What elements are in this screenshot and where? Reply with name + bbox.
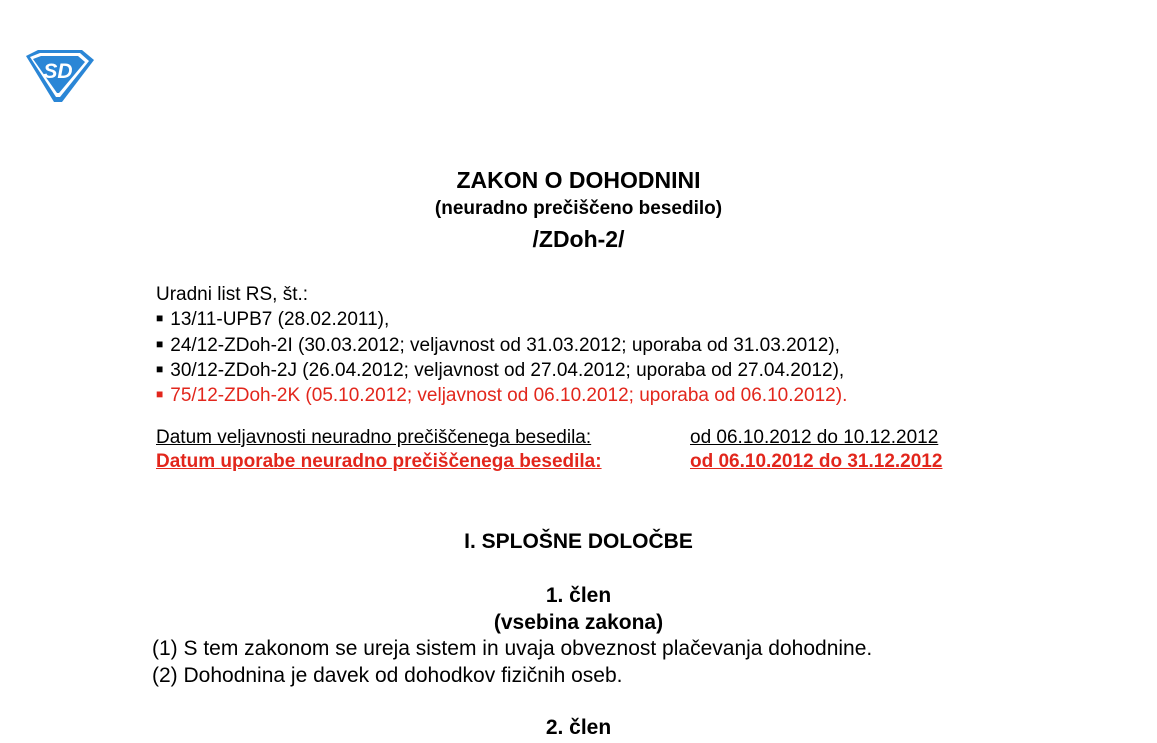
article-1-title: 1. člen [545, 584, 612, 607]
document-subtitle: (neuradno prečiščeno besedilo) [434, 198, 723, 219]
bullet-icon: ■ [156, 311, 164, 325]
use-date-label: Datum uporabe neuradno prečiščenega besedila: [156, 451, 602, 472]
gazette-entry [156, 335, 840, 357]
article-2-title: 2. člen [545, 716, 612, 739]
document-code: /ZDoh-2/ [532, 226, 625, 252]
bullet-icon: ■ [156, 337, 164, 351]
gazette-entry [156, 309, 389, 331]
article-1-paragraph: (1) S tem zakonom se ureja sistem in uvaja obveznost plačevanja dohodnine. [152, 637, 873, 660]
article-1-subtitle: (vsebina zakona) [493, 611, 664, 634]
gazette-entry [156, 360, 844, 382]
bullet-icon: ■ [156, 362, 164, 376]
document-title: ZAKON O DOHODNINI [456, 167, 701, 193]
use-date-value: od 06.10.2012 do 31.12.2012 [690, 451, 943, 472]
gazette-entry-current [156, 385, 847, 407]
gazette-entry-text: 24/12-ZDoh-2I (30.03.2012; veljavnost od 31.03.2012; uporaba od 31.03.2012), [170, 335, 840, 356]
gazette-entry-text: 75/12-ZDoh-2K (05.10.2012; veljavnost od 06.10.2012; uporaba od 06.10.2012). [170, 385, 848, 406]
gazette-entry-text: 30/12-ZDoh-2J (26.04.2012; veljavnost od 27.04.2012; uporaba od 27.04.2012), [170, 360, 845, 381]
section-heading: I. SPLOŠNE DOLOČBE [464, 530, 693, 553]
validity-date-label: Datum veljavnosti neuradno prečiščenega besedila: [156, 427, 592, 448]
sd-logo-icon [22, 48, 96, 104]
bullet-icon: ■ [156, 387, 164, 401]
article-1-paragraph: (2) Dohodnina je davek od dohodkov fizičnih oseb. [152, 664, 623, 687]
gazette-label: Uradni list RS, št.: [156, 284, 309, 305]
gazette-entry-text: 13/11-UPB7 (28.02.2011), [170, 309, 390, 330]
logo-text: SD [43, 60, 73, 83]
validity-date-value: od 06.10.2012 do 10.12.2012 [690, 427, 939, 448]
